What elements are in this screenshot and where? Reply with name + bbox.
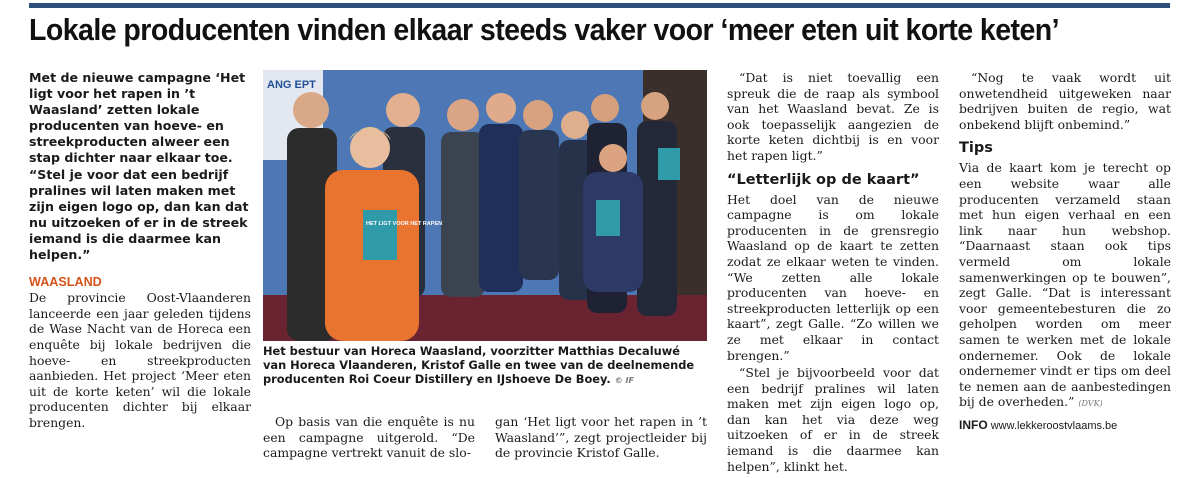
photo-caption-text: Het bestuur van Horeca Waasland, voorzitter Matthias Decaluwé van Horeca Vlaanderen, Kristof Galle en twee van de deelnemende producenten Roi Coeur Distillery en IJshoeve De Boey.	[263, 344, 695, 387]
author-credit: (DVK)	[1078, 399, 1103, 409]
body-paragraph-3: gan ‘Het ligt voor het rapen in ’t Waasland’”, zegt projectleider bij de provincie Kristof Galle.	[495, 414, 707, 461]
info-label: INFO	[959, 417, 988, 432]
person-head	[486, 93, 516, 123]
body-paragraph-7: “Nog te vaak wordt uit onwetendheid uitgeweken naar bedrijven buiten de regio, wat onbekend blijft onbemind.”	[959, 70, 1171, 132]
info-line	[959, 418, 1171, 435]
column-4	[727, 70, 939, 474]
photo-credit: © IF	[614, 376, 634, 386]
body-paragraph-4: “Dat is niet toevallig een spreuk die de raap als symbool van het Waasland bevat. Ze is ook toepasselijk aangezien de korte keten dichtbij is en voor het rapen ligt.”	[727, 70, 939, 163]
person-body	[479, 124, 523, 292]
column-1	[29, 70, 251, 430]
campaign-book	[596, 200, 620, 236]
person-head	[591, 94, 619, 122]
body-paragraph-6: “Stel je bijvoorbeeld voor dat een bedrijf pralines wil laten maken met zijn eigen logo op, dan kan het via deze weg uitzoeken of er in de streek iemand is die daarmee kan helpen”, klinkt het.	[727, 365, 939, 474]
body-paragraph-5: Het doel van de nieuwe campagne is om lokale producenten in de grensregio Waasland op de kaart te zetten zodat ze elkaar weten te vinden. “We zetten alle lokale producenten van hoeve- en streekproducten letterlijk op een kaart”, zegt Galle. “Zo willen we ze met elkaar in contact brengen.”	[727, 191, 939, 363]
person-head	[293, 92, 329, 128]
top-rule	[29, 3, 1170, 8]
campaign-book	[363, 210, 397, 260]
info-url[interactable]: www.lekkeroostvlaams.be	[990, 419, 1118, 432]
column-2	[263, 414, 475, 461]
subhead-tips: Tips	[959, 140, 993, 157]
body-paragraph-2: Op basis van die enquête is nu een campagne uitgerold. “De campagne vertrekt vanuit de slo-	[263, 414, 475, 461]
body-paragraph-1: De provincie Oost-Vlaanderen lanceerde een jaar geleden tijdens de Wase Nacht van de Horeca een enquête bij lokale bedrijven die hoeve- en streekproducten aanbieden. Het project ‘Meer eten uit de korte keten’ wil die lokale producenten dichter bij elkaar brengen.	[29, 290, 251, 430]
person-head	[561, 111, 589, 139]
person-head	[523, 100, 553, 130]
article-headline: Lokale producenten vinden elkaar steeds vaker voor ‘meer eten uit korte keten’	[29, 12, 1060, 47]
body-paragraph-8	[959, 160, 1171, 412]
person-head	[447, 99, 479, 131]
campaign-book	[658, 148, 680, 180]
location-kicker: WAASLAND	[29, 275, 102, 290]
person-head	[641, 92, 669, 120]
tips-text: Via de kaart kom je terecht op een website waar alle producenten verzameld staan met hun eigen verhaal en een link naar hun webshop. “Daarnaast staan ook tips vermeld om lokale samenwerkingen op te bouwen”, zegt Galle. “Dat is interessant voor gemeentebesturen die zo geholpen worden om meer samen te werken met de lokale ondernemer. Ook de lokale ondernemer vindt er tips om deel te nemen aan de aanbestedingen bij de overheden.”	[959, 160, 1171, 410]
column-3	[495, 414, 707, 461]
article-lead: Met de nieuwe campagne ‘Het ligt voor het rapen in ’t Waasland’ zetten lokale producenten van hoeve- en streekproducten alweer een stap dichter naar elkaar toe. “Stel je voor dat een bedrijf pralines wil laten maken met zijn eigen logo op, dan kan dat nu uitzoeken of er in de streek iemand is die daarmee kan helpen.”	[29, 70, 249, 263]
book-title: HET LIGT VOOR HET RAPEN	[366, 221, 443, 227]
article-photo	[263, 70, 707, 341]
person-head	[350, 128, 390, 168]
photo-caption	[263, 344, 707, 389]
column-5	[959, 70, 1171, 434]
person-head	[599, 144, 627, 172]
person-body	[519, 130, 559, 280]
banner-text: ANG EPT	[267, 79, 316, 91]
subhead-letterlijk: “Letterlijk op de kaart”	[727, 171, 920, 188]
person-body	[441, 132, 485, 297]
group-photo-illustration	[263, 70, 707, 341]
person-head	[386, 93, 420, 127]
